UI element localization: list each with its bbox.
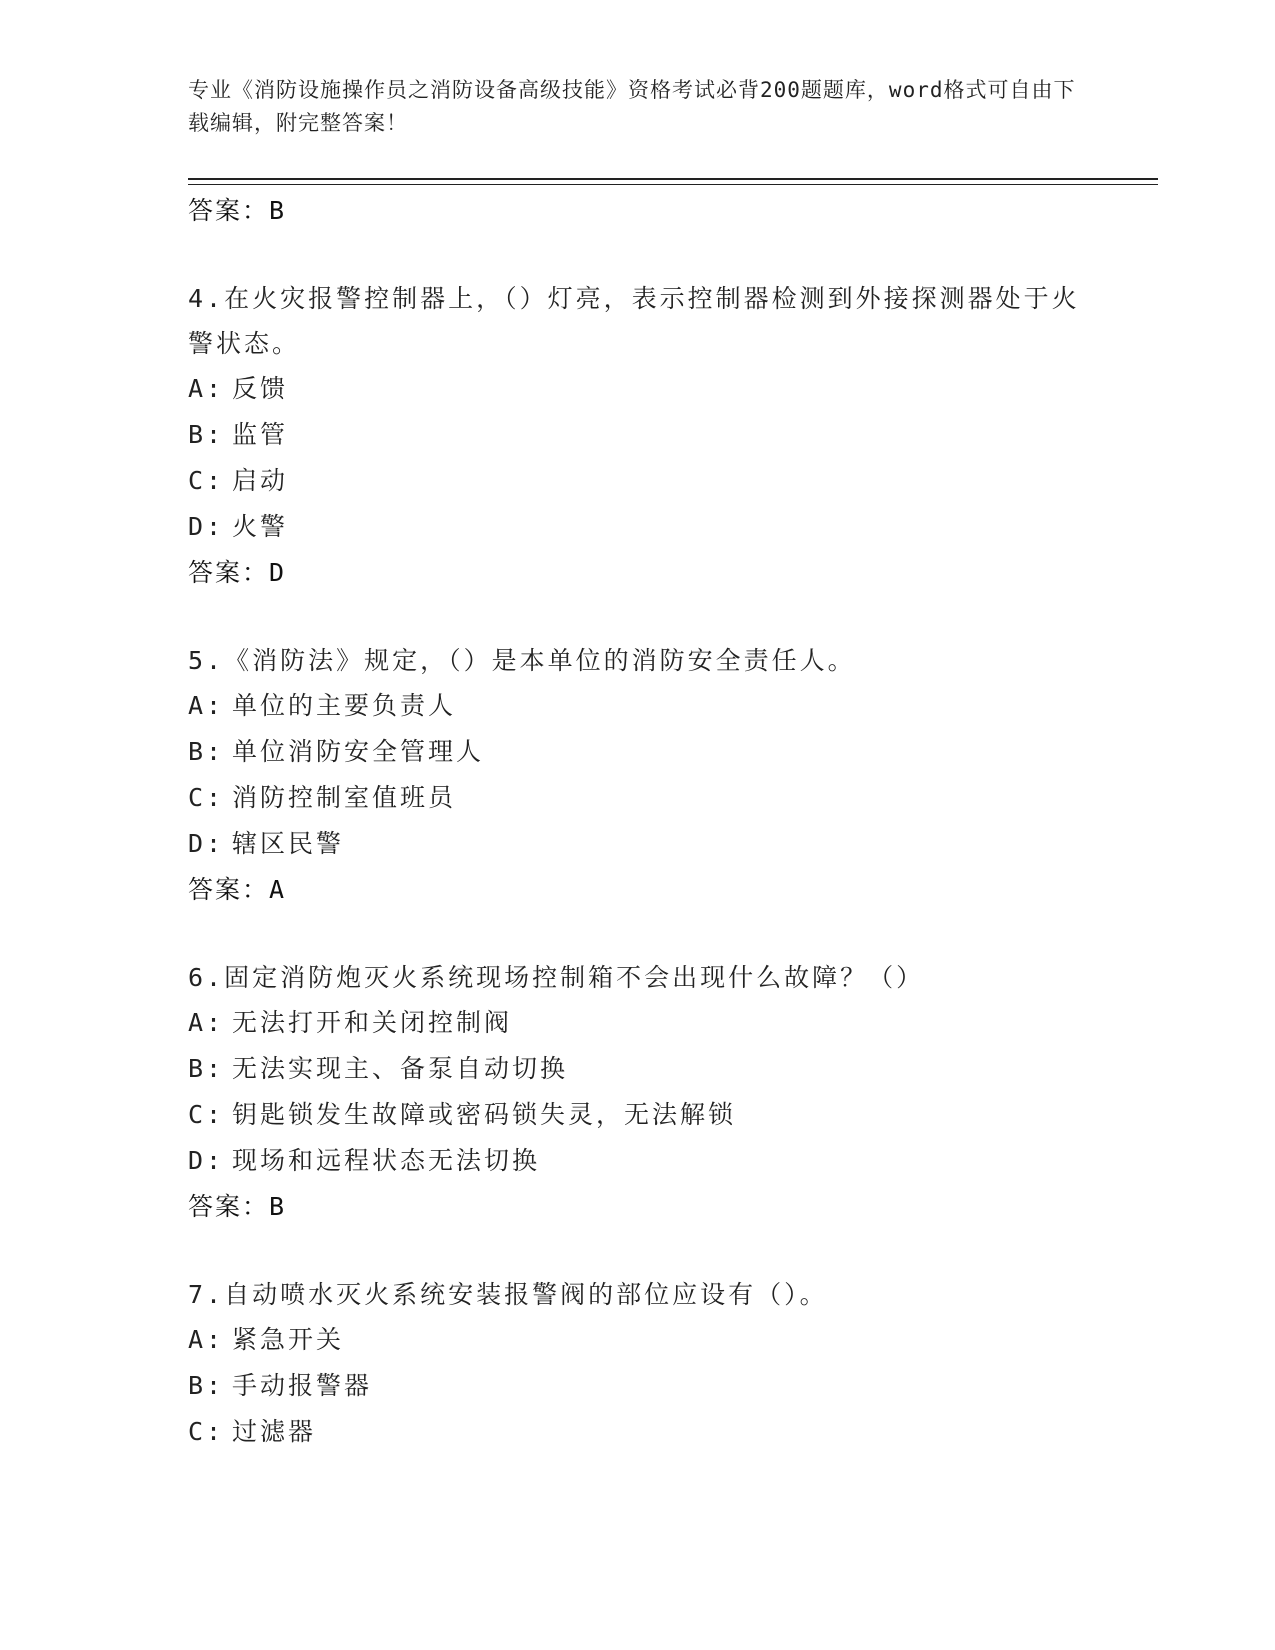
option-text: 启动	[232, 466, 289, 495]
question-stem: 5.《消防法》规定，（）是本单位的消防安全责任人。	[188, 646, 856, 675]
option-text: 现场和远程状态无法切换	[232, 1146, 541, 1175]
question-stem: 6.固定消防炮灭火系统现场控制箱不会出现什么故障？（）	[188, 963, 925, 992]
option-text: 反馈	[232, 374, 289, 403]
option-letter: B:	[188, 737, 225, 766]
option-text: 火警	[232, 512, 289, 541]
document-content	[188, 188, 1088, 1455]
option-letter: A:	[188, 691, 225, 720]
option-text: 辖区民警	[232, 829, 345, 858]
answer: 答案：B	[188, 1192, 287, 1221]
question-stem: 7.自动喷水灭火系统安装报警阀的部位应设有（）。	[188, 1280, 828, 1309]
option-a	[188, 683, 1088, 729]
option-letter: C:	[188, 466, 225, 495]
option-text: 监管	[232, 420, 289, 449]
header-rule-thick	[188, 178, 1158, 180]
question-4	[188, 276, 1088, 596]
option-letter: A:	[188, 1325, 225, 1354]
question-stem: 4.在火灾报警控制器上，（）灯亮，表示控制器检测到外接探测器处于火警状态。	[188, 284, 1080, 358]
option-c	[188, 775, 1088, 821]
question-6	[188, 955, 1088, 1230]
option-text: 过滤器	[232, 1417, 317, 1446]
option-b	[188, 1046, 1088, 1092]
option-letter: C:	[188, 783, 225, 812]
option-a	[188, 1317, 1088, 1363]
header-rule-thin	[188, 184, 1158, 185]
option-letter: C:	[188, 1417, 225, 1446]
option-letter: B:	[188, 1054, 225, 1083]
option-a	[188, 1000, 1088, 1046]
option-letter: A:	[188, 374, 225, 403]
option-c	[188, 1409, 1088, 1455]
option-letter: D:	[188, 1146, 225, 1175]
option-letter: D:	[188, 829, 225, 858]
option-b	[188, 1363, 1088, 1409]
question-7	[188, 1272, 1088, 1455]
option-b	[188, 729, 1088, 775]
option-d	[188, 821, 1088, 867]
option-text: 消防控制室值班员	[232, 783, 457, 812]
option-text: 紧急开关	[232, 1325, 345, 1354]
option-c	[188, 458, 1088, 504]
option-letter: A:	[188, 1008, 225, 1037]
answer-q3: 答案：B	[188, 196, 287, 225]
option-d	[188, 1138, 1088, 1184]
option-b	[188, 412, 1088, 458]
option-text: 手动报警器	[232, 1371, 373, 1400]
answer: 答案：D	[188, 558, 287, 587]
answer: 答案：A	[188, 875, 287, 904]
option-text: 无法实现主、备泵自动切换	[232, 1054, 569, 1083]
option-letter: B:	[188, 1371, 225, 1400]
option-text: 无法打开和关闭控制阀	[232, 1008, 513, 1037]
document-header: 专业《消防设施操作员之消防设备高级技能》资格考试必背200题题库，word格式可自由下载编辑，附完整答案！	[188, 78, 1076, 135]
option-text: 单位消防安全管理人	[232, 737, 485, 766]
question-5	[188, 638, 1088, 913]
option-letter: D:	[188, 512, 225, 541]
option-letter: C:	[188, 1100, 225, 1129]
option-letter: B:	[188, 420, 225, 449]
option-a	[188, 366, 1088, 412]
option-c	[188, 1092, 1088, 1138]
option-d	[188, 504, 1088, 550]
option-text: 钥匙锁发生故障或密码锁失灵，无法解锁	[232, 1100, 737, 1129]
option-text: 单位的主要负责人	[232, 691, 457, 720]
